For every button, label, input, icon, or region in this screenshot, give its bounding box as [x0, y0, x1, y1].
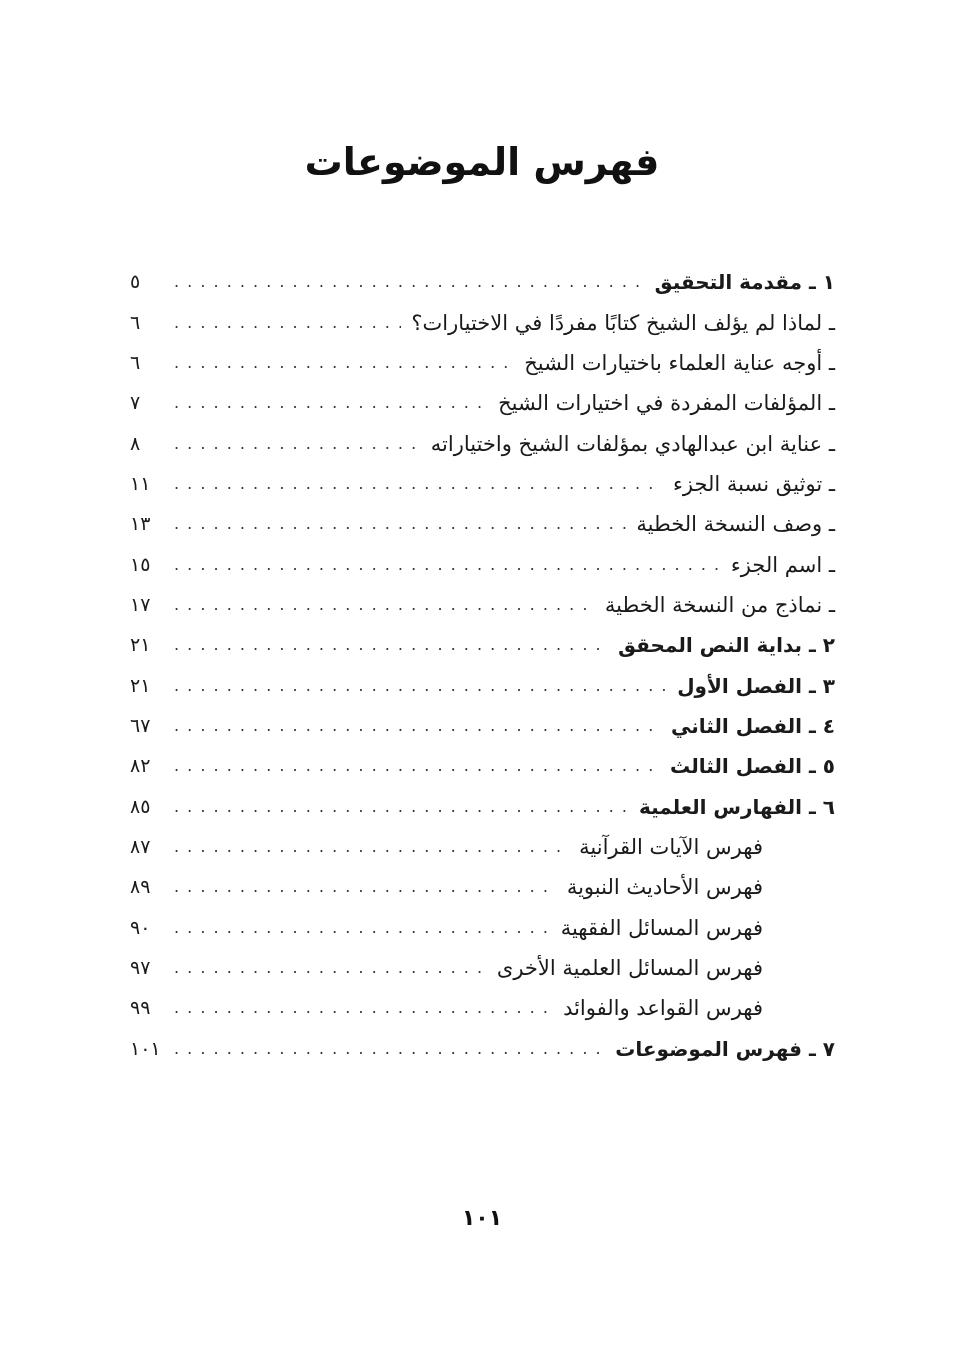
toc-entry-page-number: ١١: [130, 472, 151, 495]
toc-entry-page-number: ٨٥: [130, 795, 151, 818]
toc-entry-page-number: ١٧: [130, 593, 151, 616]
toc-entry-page-number: ٦: [130, 351, 141, 374]
toc-entry-page-number: ٨٧: [130, 835, 151, 858]
toc-entry: [130, 383, 835, 423]
toc-entry-page-number: ٩٧: [130, 957, 151, 980]
toc-entry: [130, 786, 835, 826]
toc-entry-label: ٤ ـ الفصل الثاني: [670, 713, 835, 738]
toc-entry-page-number: ٩٠: [130, 916, 151, 939]
toc-entry-page-number: ٩٩: [130, 997, 151, 1020]
dot-leader: [174, 908, 551, 948]
toc-entry-label: ـ اسم الجزء: [730, 552, 835, 577]
toc-entry-page-number: ٨: [130, 432, 141, 455]
page-title: فهرس الموضوعات: [304, 140, 660, 184]
toc-entry-label: ـ توثيق نسبة الجزء: [673, 471, 835, 496]
toc-entry-label: ٦ ـ الفهارس العلمية: [638, 794, 835, 819]
toc-entry-page-number: ٢١: [130, 634, 151, 657]
toc-entry-label: ٧ ـ فهرس الموضوعات: [615, 1036, 835, 1061]
toc-entry-label: ـ عناية ابن عبدالهادي بمؤلفات الشيخ واختياراته: [430, 431, 835, 456]
toc-entry-label: فهرس الأحاديث النبوية: [566, 875, 763, 900]
toc-entry: [130, 423, 835, 463]
toc-entry-page-number: ١٣: [130, 513, 151, 536]
dot-leader: [174, 383, 488, 423]
toc-entry-page-number: ٦٧: [130, 714, 151, 737]
dot-leader: [174, 343, 514, 383]
toc-entry: [130, 504, 835, 544]
toc-entry-label: فهرس الآيات القرآنية: [579, 834, 763, 859]
dot-leader: [174, 867, 557, 907]
dot-leader: [174, 1029, 605, 1069]
toc-entry: [130, 827, 835, 867]
toc-entry-page-number: ٨٢: [130, 755, 151, 778]
dot-leader: [174, 625, 608, 665]
toc-entry-page-number: ٧: [130, 392, 141, 415]
toc-entry-label: ـ لماذا لم يؤلف الشيخ كتابًا مفردًا في الاختيارات؟: [411, 310, 835, 335]
toc-entry-label: ٥ ـ الفصل الثالث: [670, 754, 835, 779]
toc-entry: [130, 706, 835, 746]
toc-entry-label: ـ أوجه عناية العلماء باختيارات الشيخ: [524, 350, 835, 375]
toc-entry: [130, 1029, 835, 1069]
toc-entry: [130, 262, 835, 302]
toc-entry: [130, 665, 835, 705]
toc-entry-label: فهرس القواعد والفوائد: [563, 996, 763, 1021]
toc-entry-label: ـ وصف النسخة الخطية: [636, 512, 835, 537]
dot-leader: [174, 787, 629, 827]
toc-entry-label: ٢ ـ بداية النص المحقق: [618, 633, 835, 658]
toc-entry: [130, 464, 835, 504]
toc-entry: [130, 867, 835, 907]
toc-entry-label: فهرس المسائل الفقهية: [560, 915, 763, 940]
dot-leader: [174, 303, 401, 343]
dot-leader: [174, 706, 661, 746]
dot-leader: [174, 545, 721, 585]
toc-entry: [130, 302, 835, 342]
toc-entry-label: ٣ ـ الفصل الأول: [677, 673, 835, 698]
toc-entry-page-number: ١٠١: [130, 1037, 161, 1060]
dot-leader: [174, 464, 663, 504]
dot-leader: [174, 424, 421, 464]
dot-leader: [174, 988, 553, 1028]
toc-entry: [130, 908, 835, 948]
toc-entry: [130, 585, 835, 625]
toc-entry: [130, 948, 835, 988]
dot-leader: [174, 262, 645, 302]
dot-leader: [174, 666, 667, 706]
dot-leader: [174, 827, 569, 867]
toc-entry-page-number: ٦: [130, 311, 141, 334]
toc-entry-page-number: ٥: [130, 271, 141, 294]
toc-entry-label: ـ نماذج من النسخة الخطية: [604, 592, 835, 617]
dot-leader: [174, 504, 626, 544]
toc-entry: [130, 625, 835, 665]
toc-entry-label: ١ ـ مقدمة التحقيق: [654, 270, 835, 295]
dot-leader: [174, 948, 487, 988]
toc-entry-page-number: ٨٩: [130, 876, 151, 899]
toc-entry-page-number: ١٥: [130, 553, 151, 576]
toc-entry: [130, 746, 835, 786]
dot-leader: [174, 585, 595, 625]
toc-entry: [130, 544, 835, 584]
toc-entry: [130, 343, 835, 383]
page-number: ١٠١: [461, 1206, 503, 1231]
toc-entry: [130, 988, 835, 1028]
toc-entry-label: ـ المؤلفات المفردة في اختيارات الشيخ: [498, 391, 835, 416]
toc-entry-page-number: ٢١: [130, 674, 151, 697]
dot-leader: [174, 746, 660, 786]
table-of-contents: [130, 262, 835, 1069]
toc-entry-label: فهرس المسائل العلمية الأخرى: [496, 956, 763, 981]
